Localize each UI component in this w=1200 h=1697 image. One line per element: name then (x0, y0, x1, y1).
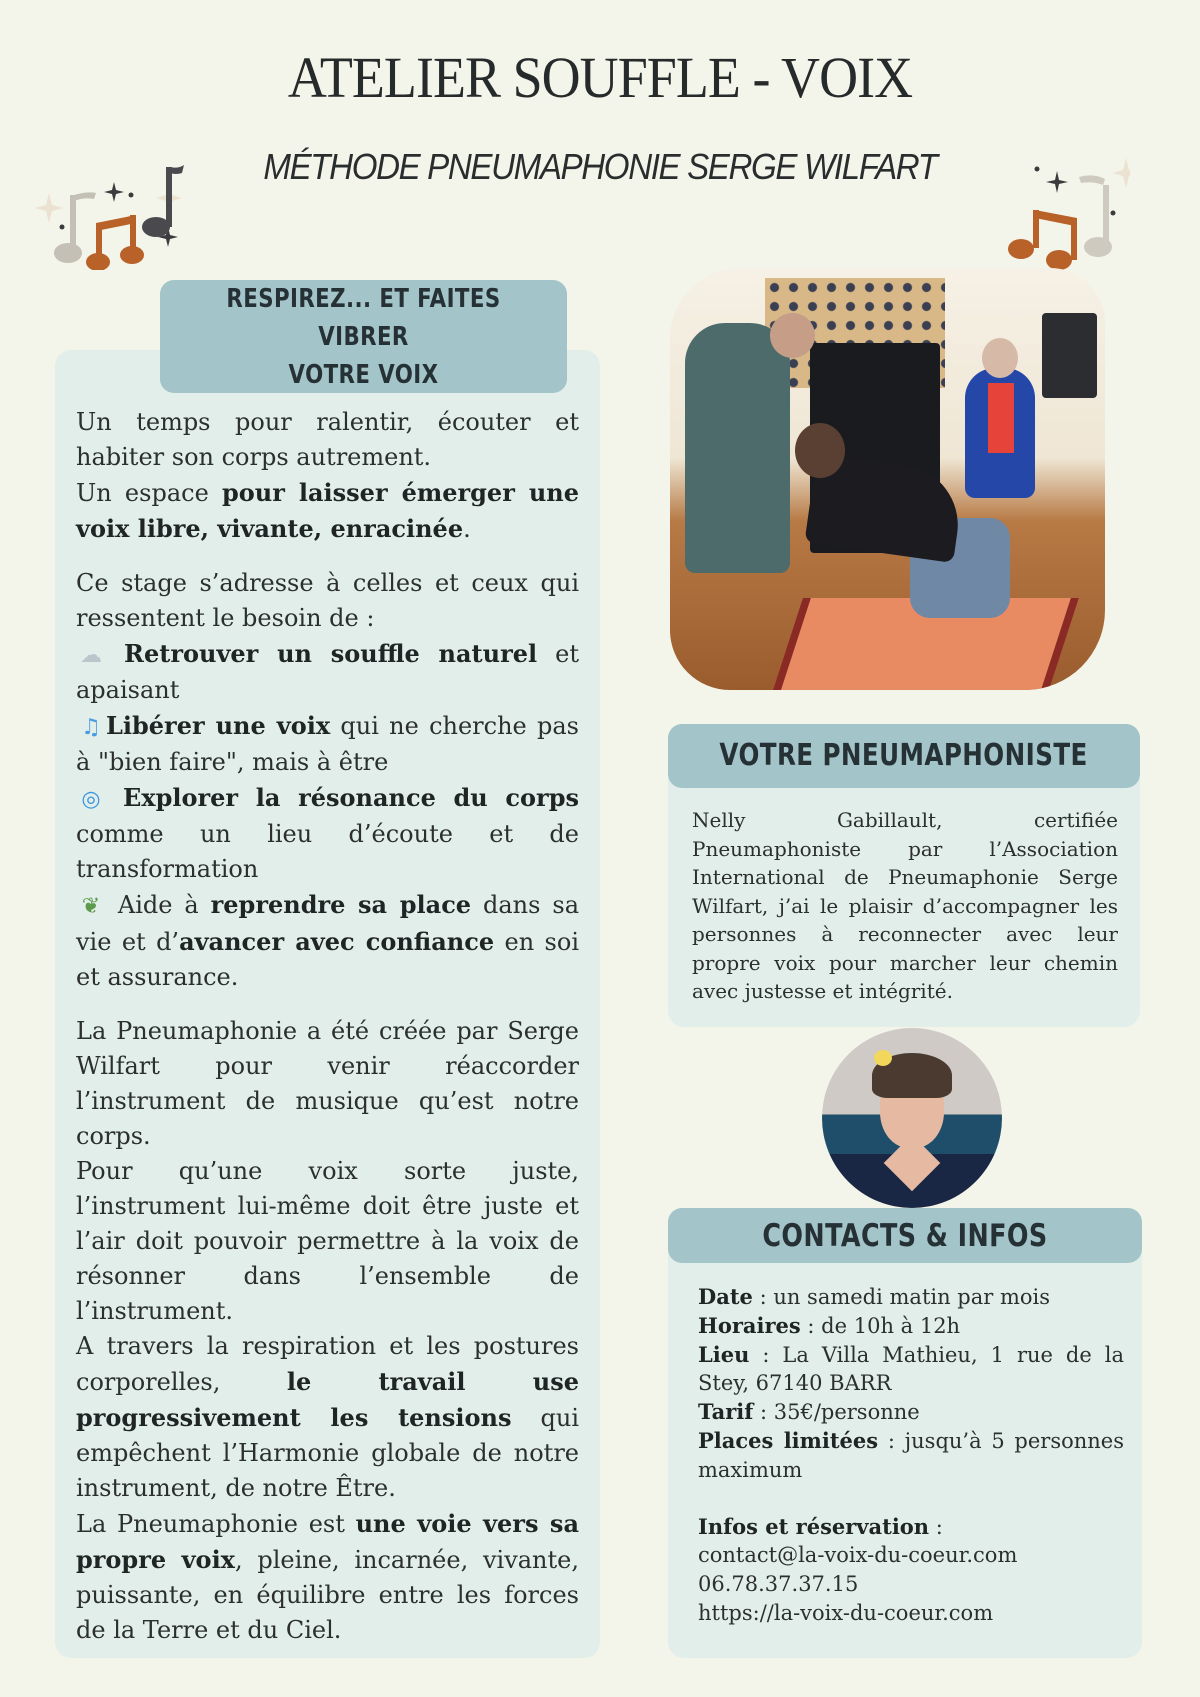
price-label: Tarif (698, 1399, 754, 1425)
audience-item-text: comme un lieu d’écoute et de transformation (76, 820, 579, 883)
intro-body (76, 405, 579, 1667)
hours-value: : de 10h à 12h (800, 1313, 961, 1338)
flower-icon (874, 1050, 892, 1066)
intro-panel-header (160, 280, 567, 393)
person-head (982, 338, 1018, 378)
about-text: , pleine, incarnée, vivante, puissante, en équilibre entre les forces de la Terre et du Ciel. (76, 1546, 579, 1644)
hours-row (698, 1312, 1124, 1341)
practitioner-figure (685, 323, 790, 573)
date-row (698, 1283, 1124, 1312)
info-label: Infos et réservation (698, 1513, 930, 1539)
intro-paragraph (76, 405, 579, 547)
cyclone-icon: ◎ (81, 787, 101, 812)
audience-item-bold: Explorer la résonance du corps (122, 783, 579, 812)
audience-item-text: dans sa vie et d’ (76, 891, 580, 956)
speaker (1042, 313, 1097, 398)
price-row (698, 1398, 1124, 1427)
pneumaphoniste-header-label: VOTRE PNEUMAPHONISTE (719, 738, 1089, 773)
info-row (698, 1513, 1124, 1542)
place-label: Lieu (698, 1341, 750, 1367)
page-subtitle: MÉTHODE PNEUMAPHONIE SERGE WILFART (263, 146, 937, 187)
about-emphasis: le travail use progressivement les tensions (76, 1367, 579, 1432)
audience-item-bold: Retrouver un souffle naturel (124, 639, 538, 668)
person-head (795, 423, 845, 478)
date-value: : un samedi matin par mois (752, 1285, 1051, 1309)
phone-link[interactable]: 06.78.37.37.15 (698, 1572, 859, 1597)
about-text: A travers la respiration et les postures corporelles, (76, 1332, 579, 1396)
contacts-header (668, 1208, 1142, 1263)
spacer (698, 1485, 1124, 1513)
place-value: : La Villa Mathieu, 1 rue de la Stey, 67140 BARR (698, 1342, 1124, 1396)
music-notes-icon (995, 155, 1130, 270)
audience-item-text: Aide à (106, 891, 211, 919)
avatar (822, 1028, 1002, 1208)
intro-emphasis: pour laisser émerger une voix libre, vivante, enracinée (76, 478, 579, 543)
musical-notes-icon: ♫ (81, 715, 101, 740)
audience-lead: Ce stage s’adresse à celles et ceux qui ressentent le besoin de : (76, 569, 579, 632)
intro-line: Un temps pour ralentir, écouter et habiter son corps autrement. (76, 408, 579, 471)
price-value: : 35€/personne (753, 1400, 920, 1425)
date-label: Date (698, 1284, 753, 1309)
intro-header-line1: RESPIREZ... ET FAITES VIBRER (226, 283, 501, 352)
red-shirt (988, 383, 1014, 453)
audience-item-bold: reprendre sa place (210, 890, 472, 919)
intro-line: Un espace (76, 479, 223, 507)
intro-punct: . (463, 515, 471, 543)
audience-item-text: en soi et assurance. (76, 928, 579, 991)
workshop-photo (670, 268, 1105, 690)
hours-label: Horaires (698, 1312, 801, 1338)
email-link[interactable]: contact@la-voix-du-coeur.com (698, 1543, 1018, 1568)
places-label: Places limitées (698, 1427, 879, 1453)
contacts-header-label: CONTACTS & INFOS (762, 1218, 1048, 1254)
about-emphasis: une voie vers sa propre voix (76, 1509, 579, 1574)
website-link[interactable]: https://la-voix-du-coeur.com (698, 1600, 994, 1625)
about-text: La Pneumaphonie a été créée par Serge Wilfart pour venir réaccorder l’instrument de musique qu’est notre corps. (76, 1017, 579, 1150)
person-head (770, 313, 815, 358)
page-title: ATELIER SOUFFLE - VOIX (287, 45, 913, 110)
audience-paragraph (76, 566, 579, 995)
wind-face-icon: ☁ (80, 643, 102, 668)
music-notes-icon (36, 155, 186, 270)
places-value: : jusqu’à 5 personnes maximum (698, 1428, 1124, 1482)
audience-item-text: qui ne cherche pas à "bien faire", mais à être (76, 712, 579, 776)
place-row (698, 1341, 1124, 1399)
info-sep: : (929, 1514, 943, 1539)
audience-item-bold: Libérer une voix (106, 711, 331, 740)
pneumaphoniste-header (668, 724, 1140, 788)
about-text: qui empêchent l’Harmonie globale de notre instrument, de notre Être. (76, 1404, 579, 1502)
about-text: Pour qu’une voix sorte juste, l’instrument lui-même doit être juste et l’air doit pouvoir permettre à la voix de résonner dans l’ensemble de l’instrument. (76, 1157, 579, 1325)
places-row (698, 1427, 1124, 1485)
intro-header-line2: VOTRE VOIX (288, 359, 439, 390)
audience-item-text: et apaisant (76, 640, 579, 704)
audience-item-bold: avancer avec confiance (179, 927, 495, 956)
pneumaphoniste-text: Nelly Gabillault, certifiée Pneumaphoniste par l’Association International de Pneumaphonie Serge Wilfart, j’ai le plaisir d’accompagner les personnes à reconnecter avec leur propre voix pour marcher leur chemin avec justesse et intégrité. (692, 808, 1118, 1003)
herb-icon: ❦ (81, 894, 101, 919)
contacts-body (698, 1283, 1124, 1628)
about-paragraph (76, 1014, 579, 1648)
about-text: La Pneumaphonie est (76, 1510, 356, 1538)
